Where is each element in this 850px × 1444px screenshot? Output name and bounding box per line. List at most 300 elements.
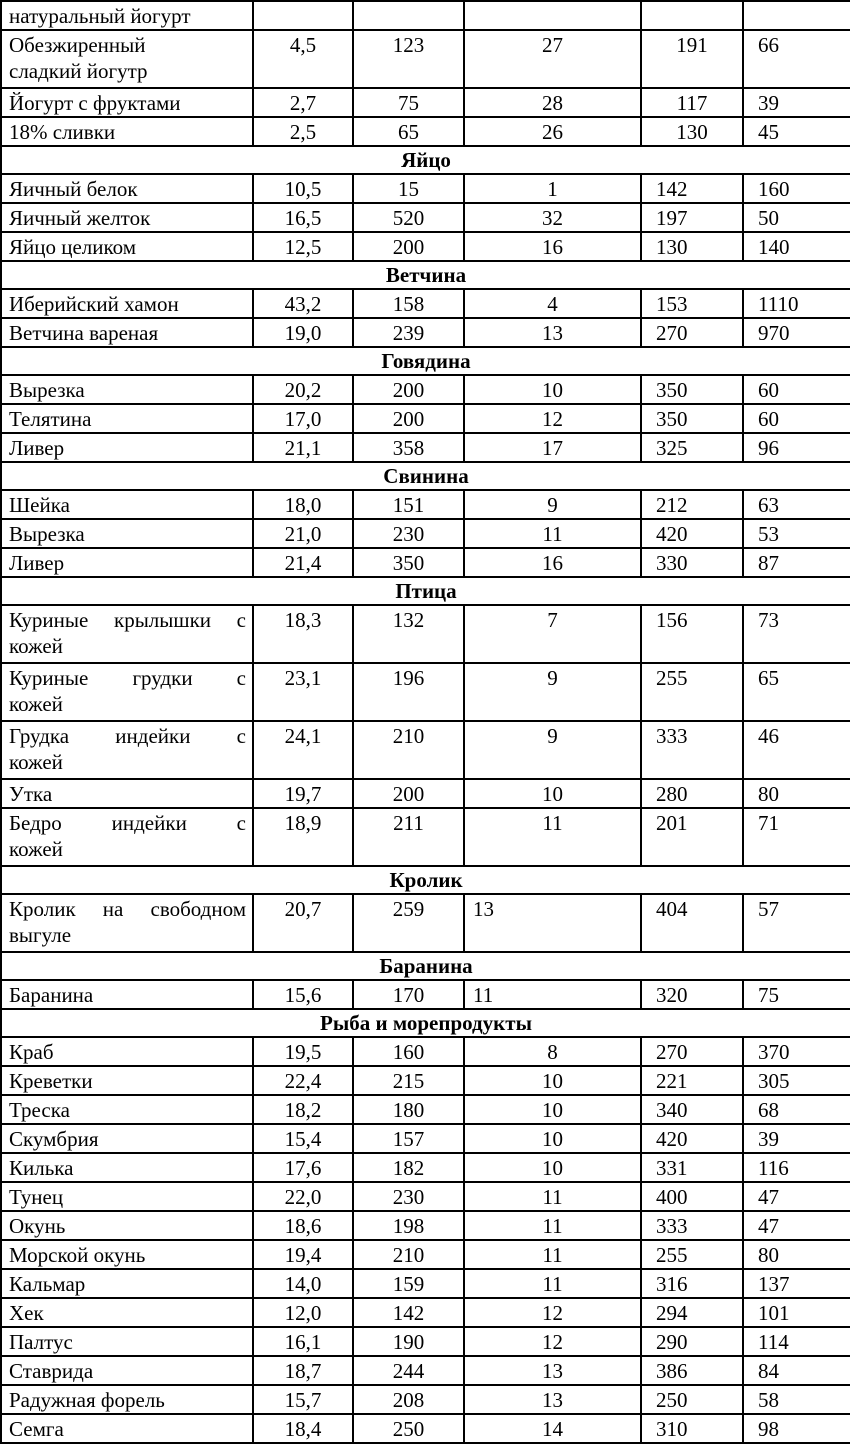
food-name-line: Шейка xyxy=(9,493,70,517)
food-name-line: Утка xyxy=(9,782,53,806)
value-cell: 17,6 xyxy=(253,1153,353,1182)
value-cell: 212 xyxy=(641,490,743,519)
value-cell: 170 xyxy=(353,980,464,1009)
value-cell: 12,5 xyxy=(253,232,353,261)
value-cell: 1 xyxy=(464,174,641,203)
food-name-word: индейки xyxy=(115,724,191,748)
value-cell: 47 xyxy=(743,1211,850,1240)
value-cell: 210 xyxy=(353,1240,464,1269)
value-cell: 43,2 xyxy=(253,289,353,318)
value-cell: 200 xyxy=(353,375,464,404)
food-name-word: с xyxy=(236,666,246,690)
value-cell: 46 xyxy=(743,721,850,779)
value-cell: 16 xyxy=(464,232,641,261)
food-name-line: Палтус xyxy=(9,1330,73,1354)
table-row xyxy=(1,519,850,548)
value-cell: 12 xyxy=(464,404,641,433)
value-cell: 270 xyxy=(641,1037,743,1066)
food-name-line: Яичный белок xyxy=(9,177,138,201)
food-name-word: индейки xyxy=(111,811,187,835)
food-name-line: Ливер xyxy=(9,551,65,575)
value-cell: 18,4 xyxy=(253,1414,353,1443)
food-name-cell xyxy=(1,232,253,261)
value-cell: 180 xyxy=(353,1095,464,1124)
food-name-cell xyxy=(1,1385,253,1414)
table-row xyxy=(1,88,850,117)
food-name-cell xyxy=(1,289,253,318)
table-row xyxy=(1,203,850,232)
value-cell: 66 xyxy=(743,30,850,88)
food-name-line: Кальмар xyxy=(9,1272,86,1296)
value-cell: 123 xyxy=(353,30,464,88)
food-name-line: Семга xyxy=(9,1417,64,1441)
value-cell: 13 xyxy=(464,318,641,347)
value-cell: 13 xyxy=(464,894,641,952)
value-cell: 19,7 xyxy=(253,779,353,808)
food-name-cell xyxy=(1,1153,253,1182)
value-cell: 13 xyxy=(464,1356,641,1385)
table-row xyxy=(1,1327,850,1356)
food-name-cell xyxy=(1,1037,253,1066)
value-cell: 114 xyxy=(743,1327,850,1356)
food-name-line xyxy=(9,723,246,749)
food-name-line: Обезжиренный xyxy=(9,33,146,57)
food-name-word: свободном xyxy=(150,897,246,921)
food-name-cell xyxy=(1,1124,253,1153)
value-cell: 75 xyxy=(743,980,850,1009)
food-name-cell xyxy=(1,1327,253,1356)
value-cell: 68 xyxy=(743,1095,850,1124)
value-cell: 21,0 xyxy=(253,519,353,548)
food-name-cell xyxy=(1,1298,253,1327)
value-cell: 151 xyxy=(353,490,464,519)
value-cell: 18,3 xyxy=(253,605,353,663)
value-cell: 4 xyxy=(464,289,641,318)
value-cell: 7 xyxy=(464,605,641,663)
value-cell: 17 xyxy=(464,433,641,462)
food-name-line: кожей xyxy=(9,750,63,774)
food-name-line xyxy=(9,810,246,836)
value-cell: 420 xyxy=(641,1124,743,1153)
value-cell: 190 xyxy=(353,1327,464,1356)
value-cell: 17,0 xyxy=(253,404,353,433)
food-name-line: кожей xyxy=(9,837,63,861)
food-name-line: выгуле xyxy=(9,923,72,947)
value-cell: 244 xyxy=(353,1356,464,1385)
value-cell: 47 xyxy=(743,1182,850,1211)
value-cell xyxy=(464,1,641,30)
value-cell: 27 xyxy=(464,30,641,88)
table-row xyxy=(1,289,850,318)
table-row xyxy=(1,605,850,663)
value-cell: 14,0 xyxy=(253,1269,353,1298)
section-header-row xyxy=(1,462,850,490)
food-name-cell xyxy=(1,1066,253,1095)
food-name-cell xyxy=(1,1182,253,1211)
food-name-line: Яичный желток xyxy=(9,206,151,230)
value-cell xyxy=(743,1,850,30)
value-cell: 2,5 xyxy=(253,117,353,146)
value-cell: 9 xyxy=(464,721,641,779)
section-header: Рыба и морепродукты xyxy=(1,1009,850,1037)
value-cell: 386 xyxy=(641,1356,743,1385)
value-cell: 333 xyxy=(641,1211,743,1240)
value-cell: 22,4 xyxy=(253,1066,353,1095)
value-cell: 18,0 xyxy=(253,490,353,519)
value-cell: 197 xyxy=(641,203,743,232)
value-cell: 12,0 xyxy=(253,1298,353,1327)
food-name-cell xyxy=(1,1269,253,1298)
value-cell: 18,7 xyxy=(253,1356,353,1385)
value-cell: 270 xyxy=(641,318,743,347)
table-row xyxy=(1,1211,850,1240)
value-cell: 201 xyxy=(641,808,743,866)
value-cell: 11 xyxy=(464,519,641,548)
value-cell: 208 xyxy=(353,1385,464,1414)
value-cell: 250 xyxy=(353,1414,464,1443)
value-cell: 65 xyxy=(743,663,850,721)
value-cell: 310 xyxy=(641,1414,743,1443)
table-row xyxy=(1,980,850,1009)
food-name-cell xyxy=(1,174,253,203)
value-cell: 4,5 xyxy=(253,30,353,88)
value-cell: 18,2 xyxy=(253,1095,353,1124)
food-name-line: Иберийский хамон xyxy=(9,292,179,316)
table-row xyxy=(1,1066,850,1095)
value-cell: 280 xyxy=(641,779,743,808)
value-cell: 130 xyxy=(641,232,743,261)
value-cell: 75 xyxy=(353,88,464,117)
food-name-word: Бедро xyxy=(9,811,62,835)
value-cell: 21,1 xyxy=(253,433,353,462)
value-cell: 137 xyxy=(743,1269,850,1298)
table-row xyxy=(1,1240,850,1269)
value-cell: 153 xyxy=(641,289,743,318)
food-name-cell xyxy=(1,1,253,30)
value-cell: 15 xyxy=(353,174,464,203)
food-name-line xyxy=(9,665,246,691)
value-cell: 239 xyxy=(353,318,464,347)
value-cell: 32 xyxy=(464,203,641,232)
food-name-line: Тунец xyxy=(9,1185,64,1209)
value-cell: 200 xyxy=(353,779,464,808)
value-cell: 160 xyxy=(743,174,850,203)
value-cell: 73 xyxy=(743,605,850,663)
value-cell: 22,0 xyxy=(253,1182,353,1211)
value-cell: 316 xyxy=(641,1269,743,1298)
value-cell: 255 xyxy=(641,663,743,721)
value-cell: 11 xyxy=(464,808,641,866)
value-cell: 230 xyxy=(353,519,464,548)
value-cell: 350 xyxy=(641,375,743,404)
value-cell: 191 xyxy=(641,30,743,88)
value-cell: 20,2 xyxy=(253,375,353,404)
food-name-word: Куриные xyxy=(9,608,89,632)
food-name-cell xyxy=(1,30,253,88)
food-name-word: Грудка xyxy=(9,724,70,748)
value-cell: 60 xyxy=(743,375,850,404)
food-name-word: с xyxy=(236,724,246,748)
value-cell: 23,1 xyxy=(253,663,353,721)
table-row xyxy=(1,174,850,203)
table-row xyxy=(1,779,850,808)
value-cell: 142 xyxy=(641,174,743,203)
value-cell: 325 xyxy=(641,433,743,462)
table-row xyxy=(1,1153,850,1182)
food-name-line: сладкий йогутр xyxy=(9,59,148,83)
value-cell: 16,5 xyxy=(253,203,353,232)
value-cell: 10 xyxy=(464,1153,641,1182)
value-cell: 10 xyxy=(464,1124,641,1153)
value-cell: 26 xyxy=(464,117,641,146)
food-name-line: Скумбрия xyxy=(9,1127,99,1151)
value-cell xyxy=(353,1,464,30)
section-header-row xyxy=(1,866,850,894)
food-name-line: Ветчина вареная xyxy=(9,321,159,345)
value-cell: 215 xyxy=(353,1066,464,1095)
value-cell: 230 xyxy=(353,1182,464,1211)
value-cell: 15,4 xyxy=(253,1124,353,1153)
value-cell: 210 xyxy=(353,721,464,779)
table-row xyxy=(1,404,850,433)
value-cell: 71 xyxy=(743,808,850,866)
value-cell: 60 xyxy=(743,404,850,433)
value-cell: 14 xyxy=(464,1414,641,1443)
value-cell: 18,6 xyxy=(253,1211,353,1240)
value-cell: 65 xyxy=(353,117,464,146)
value-cell: 57 xyxy=(743,894,850,952)
value-cell: 117 xyxy=(641,88,743,117)
food-name-cell xyxy=(1,1414,253,1443)
food-name-line: Баранина xyxy=(9,983,94,1007)
food-name-line: Телятина xyxy=(9,407,92,431)
section-header-row xyxy=(1,1009,850,1037)
value-cell: 211 xyxy=(353,808,464,866)
value-cell: 400 xyxy=(641,1182,743,1211)
food-name-cell xyxy=(1,894,253,952)
value-cell: 10 xyxy=(464,1095,641,1124)
value-cell: 80 xyxy=(743,779,850,808)
section-header-row xyxy=(1,261,850,289)
food-name-line: Килька xyxy=(9,1156,74,1180)
table-row xyxy=(1,117,850,146)
food-name-line: Йогурт с фруктами xyxy=(9,91,181,115)
food-name-line: Креветки xyxy=(9,1069,93,1093)
food-name-line: Яйцо целиком xyxy=(9,235,137,259)
value-cell: 182 xyxy=(353,1153,464,1182)
value-cell: 331 xyxy=(641,1153,743,1182)
value-cell: 142 xyxy=(353,1298,464,1327)
value-cell: 294 xyxy=(641,1298,743,1327)
value-cell: 12 xyxy=(464,1298,641,1327)
food-name-cell xyxy=(1,203,253,232)
food-name-line: Вырезка xyxy=(9,522,85,546)
value-cell: 98 xyxy=(743,1414,850,1443)
food-name-line: Радужная форель xyxy=(9,1388,165,1412)
value-cell: 140 xyxy=(743,232,850,261)
value-cell: 198 xyxy=(353,1211,464,1240)
value-cell: 159 xyxy=(353,1269,464,1298)
value-cell: 330 xyxy=(641,548,743,577)
table-row xyxy=(1,1124,850,1153)
food-name-cell xyxy=(1,779,253,808)
food-name-line: Вырезка xyxy=(9,378,85,402)
section-header-row xyxy=(1,577,850,605)
value-cell: 9 xyxy=(464,663,641,721)
value-cell: 160 xyxy=(353,1037,464,1066)
value-cell: 290 xyxy=(641,1327,743,1356)
value-cell: 2,7 xyxy=(253,88,353,117)
food-name-cell xyxy=(1,721,253,779)
table-row xyxy=(1,1095,850,1124)
value-cell: 420 xyxy=(641,519,743,548)
food-name-word: Куриные xyxy=(9,666,89,690)
section-header: Говядина xyxy=(1,347,850,375)
value-cell: 520 xyxy=(353,203,464,232)
food-name-cell xyxy=(1,375,253,404)
food-name-word: крылышки xyxy=(114,608,212,632)
value-cell: 350 xyxy=(353,548,464,577)
value-cell: 158 xyxy=(353,289,464,318)
food-name-cell xyxy=(1,980,253,1009)
value-cell: 221 xyxy=(641,1066,743,1095)
food-name-line: Ливер xyxy=(9,436,65,460)
value-cell: 358 xyxy=(353,433,464,462)
food-name-line: Треска xyxy=(9,1098,70,1122)
value-cell: 50 xyxy=(743,203,850,232)
value-cell: 63 xyxy=(743,490,850,519)
section-header: Свинина xyxy=(1,462,850,490)
value-cell: 12 xyxy=(464,1327,641,1356)
value-cell: 1110 xyxy=(743,289,850,318)
value-cell: 196 xyxy=(353,663,464,721)
value-cell: 16,1 xyxy=(253,1327,353,1356)
table-row xyxy=(1,1037,850,1066)
value-cell: 19,4 xyxy=(253,1240,353,1269)
value-cell: 16 xyxy=(464,548,641,577)
value-cell: 80 xyxy=(743,1240,850,1269)
section-header: Ветчина xyxy=(1,261,850,289)
value-cell: 19,5 xyxy=(253,1037,353,1066)
food-name-word: на xyxy=(102,897,124,921)
food-name-word: с xyxy=(236,811,246,835)
value-cell: 255 xyxy=(641,1240,743,1269)
value-cell: 28 xyxy=(464,88,641,117)
value-cell: 130 xyxy=(641,117,743,146)
food-name-word: Кролик xyxy=(9,897,76,921)
food-name-line: Ставрида xyxy=(9,1359,94,1383)
value-cell: 10 xyxy=(464,375,641,404)
value-cell: 9 xyxy=(464,490,641,519)
table-row xyxy=(1,433,850,462)
value-cell: 11 xyxy=(464,1240,641,1269)
value-cell: 10 xyxy=(464,1066,641,1095)
value-cell: 11 xyxy=(464,1211,641,1240)
food-name-line xyxy=(9,607,246,633)
table-row xyxy=(1,1298,850,1327)
value-cell: 11 xyxy=(464,1269,641,1298)
section-header-row xyxy=(1,952,850,980)
table-row xyxy=(1,232,850,261)
value-cell: 101 xyxy=(743,1298,850,1327)
value-cell: 18,9 xyxy=(253,808,353,866)
value-cell: 24,1 xyxy=(253,721,353,779)
value-cell: 116 xyxy=(743,1153,850,1182)
table-row xyxy=(1,808,850,866)
table-row xyxy=(1,721,850,779)
food-name-cell xyxy=(1,1095,253,1124)
table-row xyxy=(1,318,850,347)
food-name-line xyxy=(9,896,246,922)
value-cell: 250 xyxy=(641,1385,743,1414)
food-name-line: кожей xyxy=(9,634,63,658)
section-header: Кролик xyxy=(1,866,850,894)
food-name-cell xyxy=(1,490,253,519)
food-name-line: кожей xyxy=(9,692,63,716)
value-cell: 370 xyxy=(743,1037,850,1066)
section-header: Баранина xyxy=(1,952,850,980)
value-cell: 157 xyxy=(353,1124,464,1153)
food-name-cell xyxy=(1,548,253,577)
table-row xyxy=(1,490,850,519)
value-cell xyxy=(253,1,353,30)
food-name-line: Хек xyxy=(9,1301,44,1325)
table-row xyxy=(1,1182,850,1211)
table-row xyxy=(1,548,850,577)
food-name-cell xyxy=(1,318,253,347)
table-row xyxy=(1,1385,850,1414)
value-cell: 39 xyxy=(743,1124,850,1153)
value-cell: 20,7 xyxy=(253,894,353,952)
food-name-line: Морской окунь xyxy=(9,1243,146,1267)
value-cell: 970 xyxy=(743,318,850,347)
food-name-line: 18% сливки xyxy=(9,120,116,144)
value-cell: 320 xyxy=(641,980,743,1009)
value-cell: 84 xyxy=(743,1356,850,1385)
value-cell: 53 xyxy=(743,519,850,548)
value-cell: 39 xyxy=(743,88,850,117)
value-cell: 200 xyxy=(353,404,464,433)
value-cell: 404 xyxy=(641,894,743,952)
food-name-cell xyxy=(1,404,253,433)
value-cell: 156 xyxy=(641,605,743,663)
food-name-cell xyxy=(1,519,253,548)
food-name-cell xyxy=(1,663,253,721)
food-name-cell xyxy=(1,433,253,462)
food-name-cell xyxy=(1,1356,253,1385)
value-cell: 45 xyxy=(743,117,850,146)
value-cell: 87 xyxy=(743,548,850,577)
section-header-row xyxy=(1,347,850,375)
value-cell: 350 xyxy=(641,404,743,433)
value-cell: 10,5 xyxy=(253,174,353,203)
food-name-cell xyxy=(1,117,253,146)
food-name-cell xyxy=(1,605,253,663)
table-row xyxy=(1,375,850,404)
value-cell: 19,0 xyxy=(253,318,353,347)
value-cell: 11 xyxy=(464,1182,641,1211)
value-cell: 96 xyxy=(743,433,850,462)
table-row xyxy=(1,1414,850,1443)
table-row xyxy=(1,1356,850,1385)
section-header: Птица xyxy=(1,577,850,605)
food-name-cell xyxy=(1,1211,253,1240)
food-name-line: натуральный йогурт xyxy=(9,4,191,28)
section-header-row xyxy=(1,146,850,174)
value-cell: 15,7 xyxy=(253,1385,353,1414)
value-cell xyxy=(641,1,743,30)
value-cell: 15,6 xyxy=(253,980,353,1009)
